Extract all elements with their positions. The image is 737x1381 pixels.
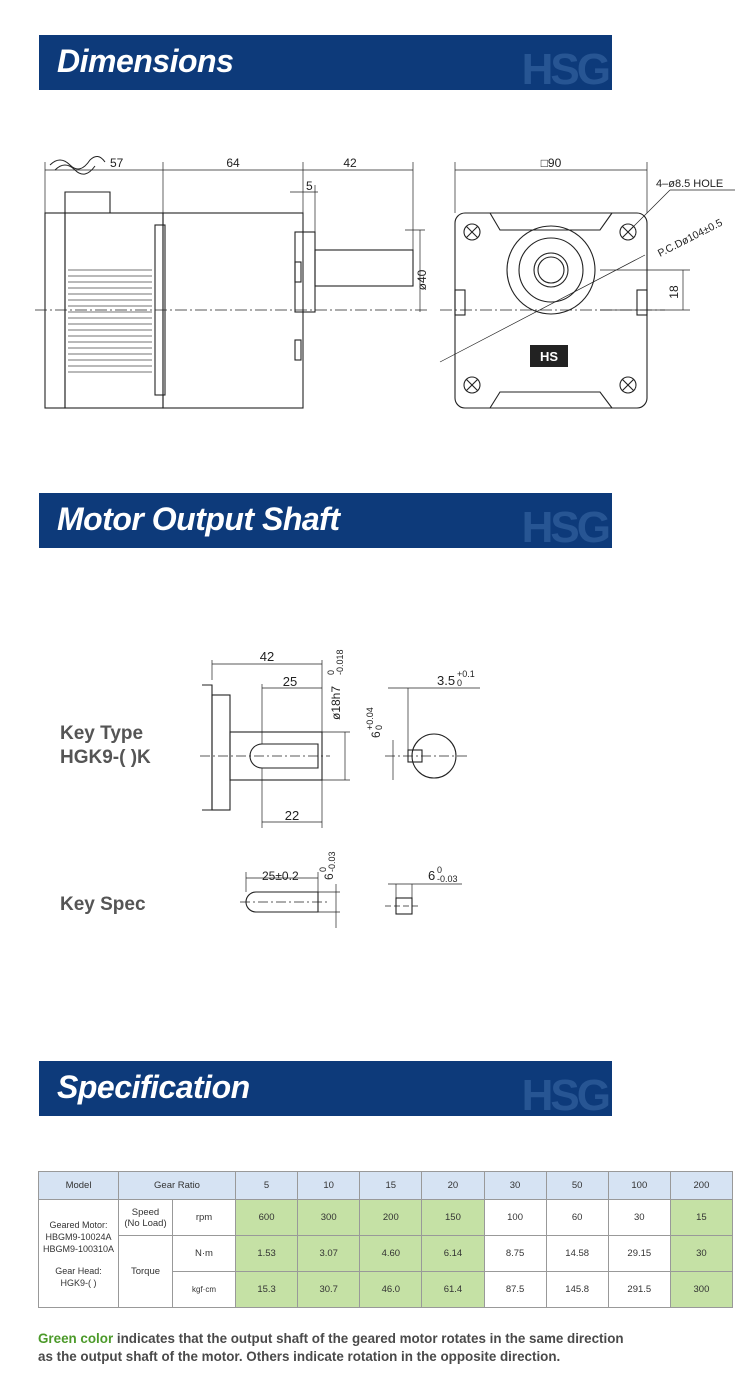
- spec-table: [38, 1171, 733, 1308]
- note-green-text: Green color: [38, 1331, 114, 1346]
- shaft-dim-key-depth: [437, 669, 475, 688]
- shaft-dim-42: 42: [259, 649, 275, 664]
- motor-body: [65, 213, 163, 408]
- header-ratio: 15: [360, 1172, 422, 1200]
- row-group-torque: Torque: [119, 1236, 173, 1308]
- table-cell: 6.14: [422, 1236, 484, 1272]
- header-ratio: 50: [546, 1172, 608, 1200]
- svg-text:-0.03: -0.03: [327, 851, 337, 872]
- row-unit: rpm: [173, 1200, 236, 1236]
- svg-text:-0.018: -0.018: [335, 649, 345, 675]
- shaft-dim-22: 22: [284, 808, 300, 823]
- dim-64: 64: [226, 156, 240, 170]
- header-ratio: 100: [608, 1172, 670, 1200]
- spec-header-row: [39, 1172, 733, 1200]
- table-cell: 300: [670, 1272, 732, 1308]
- color-note: [38, 1330, 737, 1366]
- table-cell: 61.4: [422, 1272, 484, 1308]
- shaft-title: Motor Output Shaft: [57, 501, 340, 537]
- table-cell: 1.53: [236, 1236, 298, 1272]
- dimensions-banner: [39, 35, 612, 90]
- table-cell: 29.15: [608, 1236, 670, 1272]
- shaft: [315, 250, 413, 286]
- table-cell: 15.3: [236, 1272, 298, 1308]
- front-view-square: [455, 213, 647, 408]
- header-ratio: 10: [298, 1172, 360, 1200]
- table-cell: 4.60: [360, 1236, 422, 1272]
- shaft-banner: [39, 493, 612, 548]
- svg-text:6: 6: [428, 868, 436, 883]
- table-cell: 291.5: [608, 1272, 670, 1308]
- table-cell: 145.8: [546, 1272, 608, 1308]
- gearhead-body: [163, 213, 303, 408]
- dim-square: □90: [540, 156, 562, 170]
- table-cell: 600: [236, 1200, 298, 1236]
- table-cell: 30: [670, 1236, 732, 1272]
- row-unit: N·m: [173, 1236, 236, 1272]
- note-text-2: as the output shaft of the motor. Others indicate rotation in the opposite direction.: [38, 1349, 561, 1364]
- table-cell: 14.58: [546, 1236, 608, 1272]
- key-width: [428, 865, 458, 884]
- pcd-label: P.C.Dø104±0.5: [655, 216, 725, 260]
- hole-label: 4–ø8.5 HOLE: [656, 178, 724, 190]
- dim-5: 5: [306, 179, 313, 193]
- table-cell: 46.0: [360, 1272, 422, 1308]
- table-cell: 30: [608, 1200, 670, 1236]
- table-cell: 15: [670, 1200, 732, 1236]
- svg-text:3.5: 3.5: [437, 673, 456, 688]
- svg-text:+0.04: +0.04: [365, 707, 375, 730]
- dim-42: 42: [343, 156, 357, 170]
- spec-banner: [39, 1061, 612, 1116]
- hsg-logo: HSG: [521, 503, 608, 548]
- spec-title: Specification: [57, 1069, 250, 1105]
- note-text-1: indicates that the output shaft of the geared motor rotates in the same direction: [113, 1331, 624, 1346]
- shaft-dim-dia: [326, 649, 345, 720]
- row-unit: kgf·cm: [173, 1272, 236, 1308]
- dim-shaft-dia: ø40: [415, 269, 429, 291]
- shaft-drawing: [0, 640, 737, 960]
- table-cell: 87.5: [484, 1272, 546, 1308]
- table-cell: 300: [298, 1200, 360, 1236]
- table-cell: 30.7: [298, 1272, 360, 1308]
- svg-text:0: 0: [374, 724, 384, 730]
- header-gear-ratio: Gear Ratio: [119, 1172, 236, 1200]
- svg-text:6: 6: [369, 731, 383, 738]
- svg-text:ø18h7: ø18h7: [329, 685, 343, 720]
- dim-57: 57: [110, 156, 124, 170]
- row-group-speed: Speed (No Load): [119, 1200, 173, 1236]
- key-spec-label: Key Spec: [60, 894, 146, 915]
- dimensions-title: Dimensions: [57, 43, 234, 79]
- front-view-badge: HS: [539, 349, 559, 364]
- dimensions-drawing: [0, 140, 737, 440]
- dim-18: 18: [667, 285, 681, 299]
- header-ratio: 200: [670, 1172, 732, 1200]
- header-ratio: 20: [422, 1172, 484, 1200]
- shaft-dim-25: 25: [282, 674, 298, 689]
- table-cell: 8.75: [484, 1236, 546, 1272]
- header-model: Model: [39, 1172, 119, 1200]
- table-cell: 200: [360, 1200, 422, 1236]
- shaft-dim-key-width: [365, 707, 384, 738]
- key-type-label: Key Type HGK9-( )K: [60, 723, 151, 768]
- table-cell: 150: [422, 1200, 484, 1236]
- hsg-logo: HSG: [521, 45, 608, 90]
- table-row: [39, 1200, 733, 1236]
- hsg-logo: HSG: [521, 1071, 608, 1116]
- key-length: 25±0.2: [262, 869, 299, 883]
- header-ratio: 5: [236, 1172, 298, 1200]
- motor-body-rear: [45, 213, 65, 408]
- svg-text:0: 0: [318, 866, 328, 872]
- svg-text:6: 6: [322, 873, 336, 880]
- header-ratio: 30: [484, 1172, 546, 1200]
- table-cell: 100: [484, 1200, 546, 1236]
- table-row: [39, 1236, 733, 1272]
- model-cell: Geared Motor: HBGM9-10024A HBGM9-100310A Gear Head: HGK9-( ): [39, 1200, 119, 1308]
- table-cell: 60: [546, 1200, 608, 1236]
- svg-text:0: 0: [437, 865, 443, 875]
- svg-text:-0.03: -0.03: [437, 874, 458, 884]
- svg-text:0: 0: [326, 669, 336, 675]
- table-cell: 3.07: [298, 1236, 360, 1272]
- key-height: [318, 851, 337, 880]
- svg-text:+0.1: +0.1: [457, 669, 475, 679]
- svg-text:0: 0: [457, 678, 463, 688]
